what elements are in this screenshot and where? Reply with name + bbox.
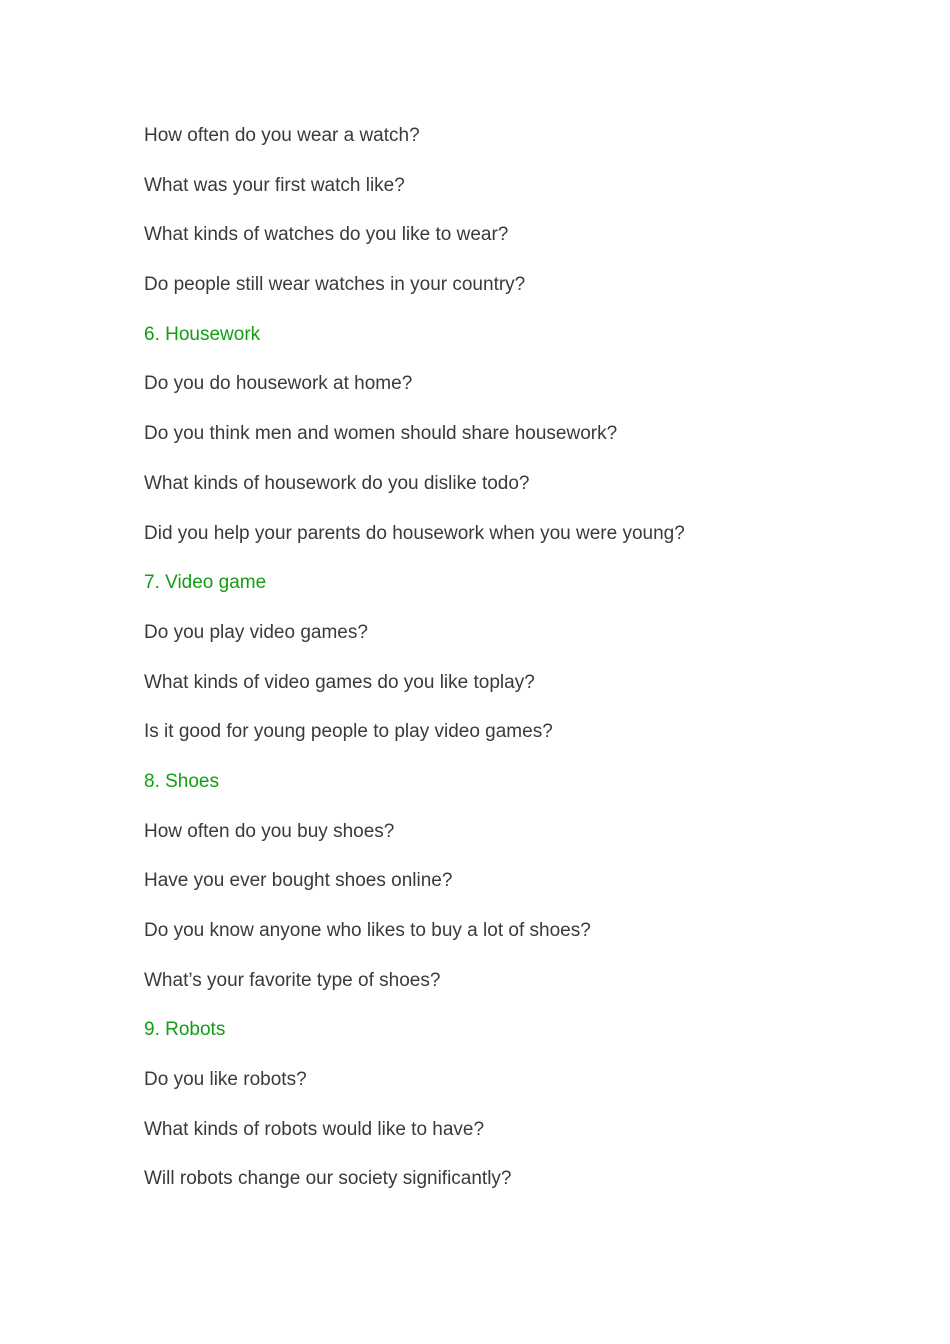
question-text: Have you ever bought shoes online? [144,870,453,892]
document-page [144,121,904,1214]
question-text: How often do you wear a watch? [144,125,420,146]
question-text: Do you do housework at home? [144,373,413,395]
question-text: How often do you buy shoes? [144,820,395,842]
question-text: Do you know anyone who likes to buy a lot of shoes? [144,920,591,941]
question-text: Is it good for young people to play video games? [144,721,553,743]
question-text: Do you like robots? [144,1069,307,1091]
question-text: What kinds of robots would like to have? [144,1118,485,1140]
question-text: What kinds of video games do you like toplay? [144,671,535,693]
question-text: What’s your favorite type of shoes? [144,969,441,991]
section-heading: 9. Robots [144,1019,226,1041]
question-text: Do you play video games? [144,621,368,643]
question-text: Will robots change our society significantly? [144,1168,512,1190]
question-text: Do people still wear watches in your country? [144,274,526,296]
question-text: Did you help your parents do housework when you were young? [144,522,685,544]
question-text: What kinds of watches do you like to wear? [144,224,509,246]
section-heading: 6. Housework [144,323,261,345]
section-heading: 8. Shoes [144,770,219,792]
question-text: What kinds of housework do you dislike todo? [144,472,530,494]
section-heading: 7. Video game [144,572,267,594]
question-text: Do you think men and women should share housework? [144,423,618,445]
question-text: What was your first watch like? [144,174,405,196]
